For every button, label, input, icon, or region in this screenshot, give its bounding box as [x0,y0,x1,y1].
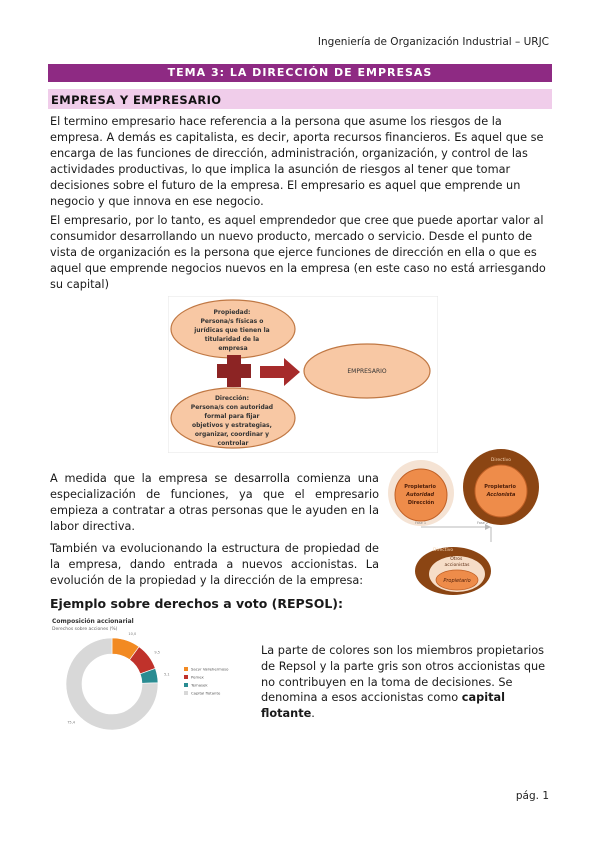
legend-label-1: Pemex [191,674,204,680]
phase1-arrow-label: Fase 1 [415,521,427,525]
paragraph-specialization: A medida que la empresa se desarrolla comienza una especialización de funciones, ya que el empresario empieza a contratar a otras personas que le ayuden en la labor directiva. [50,472,379,533]
paragraph-definition: El termino empresario hace referencia a la persona que asume los riesgos de la empresa. A demás es capitalista, es decir, aporta recursos financieros. Es aquel que se encarga de las funciones de dirección, administración, organización, y control de las actividades productivas, lo que implica la asunción de riesgos al tener que tomar decisiones sobre el futuro de la empresa. El empresario es aquel que emprende un negocio y que innova en ese negocio. [50,115,544,208]
ownership-direction-diagram [168,296,438,453]
phase2-inner-circle [475,465,527,517]
legend-swatch-1 [184,675,188,679]
phase2-inner-label: Propietario Accionista [484,484,516,498]
phase3-outer-label: Directivo [433,548,454,553]
ownership-evolution-diagram [385,448,555,596]
phase3-mid-label: Otros accionistas [444,557,470,568]
example-heading: Ejemplo sobre derechos a voto (REPSOL): [50,596,344,611]
legend-label-0: Sacyr Vallehermoso [191,666,229,672]
empresario-text: EMPRESARIO [347,368,387,375]
paragraph-ownership-evolution: También va evolucionando la estructura de propiedad de la empresa, dando entrada a nuevos accionistas. La evolución de la propiedad y la dirección de la empresa: [50,542,379,587]
explanation-text: La parte de colores son los miembros propietarios de Repsol y la parte gris son otros accionistas que no contribuyen en la toma de decisiones. Se denomina a esos accionistas como [261,644,546,705]
direccion-text: Dirección: Persona/s con autoridad formal para fijar objetivos y estrategias, organizar, coordinar y controlar [190,395,274,447]
phase2-outer-label: Directivo [490,458,512,463]
legend-label-3: Capital flotante [191,690,221,696]
phase2-arrow-label: Fase 2 [477,521,489,525]
page-number: pág. 1 [515,790,549,802]
explanation-bold: capital flotante [261,691,505,721]
legend-swatch-3 [184,691,188,695]
legend-swatch-2 [184,683,188,687]
paragraph-entrepreneur: El empresario, por lo tanto, es aquel emprendedor que cree que puede aportar valor al consumidor desarrollando un nuevo producto, mercado o servicio. Desde el punto de vista de organización es la persona que ejerce funciones de dirección en ella o que es aquel que emprende negocios nuevos en la empresa (en este caso no está arriesgando su capital) [50,214,546,291]
running-header: Ingeniería de Organización Industrial – URJC [317,36,549,48]
legend-label-2: Temasek [191,682,208,688]
chapter-title-bar: TEMA 3: LA DIRECCIÓN DE EMPRESAS [48,64,552,82]
explanation-tail: . [311,707,315,721]
chart-explanation [261,643,557,722]
donut-value-label-1: 9,5 [154,650,160,655]
phase1-label: Propietario Autoridad Dirección [404,484,436,506]
chart-title: Composición accionarial [52,618,134,625]
chart-subtitle: Derechos sobre acciones (%) [52,627,118,632]
phase3-inner-label: Propietario [443,578,471,584]
shareholder-donut-chart [52,632,252,738]
donut-value-label-3: 75,4 [67,720,75,725]
donut-value-label-0: 10,0 [128,632,137,637]
legend-swatch-0 [184,667,188,671]
section-heading: EMPRESA Y EMPRESARIO [48,89,552,109]
donut-value-label-2: 5,1 [164,672,170,677]
propiedad-text: Propiedad: Persona/s físicas o jurídicas que tienen la titularidad de la empresa [194,309,270,352]
